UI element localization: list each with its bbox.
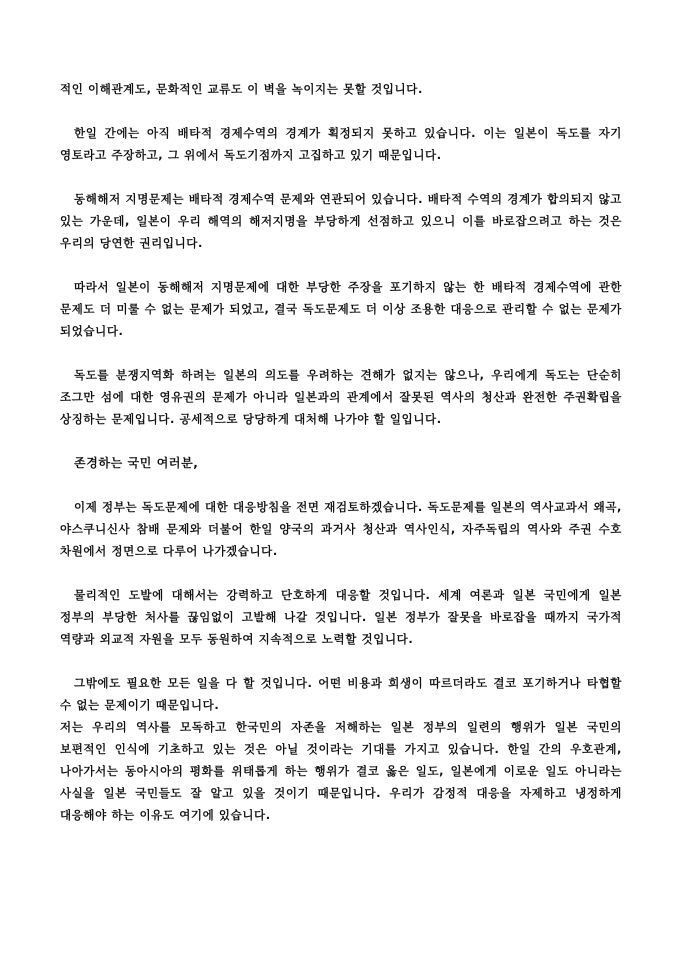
paragraph-3: 동해해저 지명문제는 배타적 경제수역 문제와 연관되어 있습니다. 배타적 수역의 경계가 합의되지 않고 있는 가운데, 일본이 우리 해역의 해저지명을 부당하게 선점하고 있으니 이를 바로잡으려고 하는 것은 우리의 당연한 권리입니다. xyxy=(60,192,622,250)
paragraph-5: 독도를 분쟁지역화 하려는 일본의 의도를 우려하는 견해가 없지는 않으나, 우리에게 독도는 단순히 조그만 섬에 대한 영유권의 문제가 아니라 일본과의 관계에서 잘못된 역사의 청산과 완전한 주권확립을 상징하는 문제입니다. 공세적으로 당당하게 대처해 나가야 할 일입니다. xyxy=(60,368,622,426)
paragraph-8: 그밖에도 필요한 모든 일을 다 할 것입니다. 어떤 비용과 희생이 따르더라도 결코 포기하거나 타협할 수 없는 문제이기 때문입니다. xyxy=(60,676,622,712)
paragraph-9: 저는 우리의 역사를 모독하고 한국민의 자존을 저해하는 일본 정부의 일련의 행위가 일본 국민의 보편적인 인식에 기초하고 있는 것은 아닐 것이라는 기대를 가지고 있습니다. 한일 간의 우호관계, 나아가서는 동아시아의 평화를 위태롭게 하는 행위가 결코 옳은 일도, 일본에게 이로운 일도 아니라는 사실을 일본 국민들도 잘 알고 있을 것이기 때문입니다. 우리가 감정적 대응을 자제하고 냉정하게 대응해야 하는 이유도 여기에 있습니다. xyxy=(60,720,622,822)
section-heading: 존경하는 국민 여러분, xyxy=(74,456,199,470)
paragraph-2: 한일 간에는 아직 배타적 경제수역의 경계가 획정되지 못하고 있습니다. 이는 일본이 독도를 자기 영토라고 주장하고, 그 위에서 독도기점까지 고집하고 있기 때문입니다. xyxy=(60,126,622,162)
document-page xyxy=(60,78,622,826)
paragraph-6: 이제 정부는 독도문제에 대한 대응방침을 전면 재검토하겠습니다. 독도문제를 일본의 역사교과서 왜곡, 야스쿠니신사 참배 문제와 더불어 한일 양국의 과거사 청산과 역사인식, 자주독립의 역사와 주권 수호 차원에서 정면으로 다루어 나가겠습니다. xyxy=(60,500,622,558)
paragraph-1: 적인 이해관계도, 문화적인 교류도 이 벽을 녹이지는 못할 것입니다. xyxy=(60,82,423,96)
paragraph-4: 따라서 일본이 동해해저 지명문제에 대한 부당한 주장을 포기하지 않는 한 배타적 경제수역에 관한 문제도 더 미룰 수 없는 문제가 되었고, 결국 독도문제도 더 이상 조용한 대응으로 관리할 수 없는 문제가 되었습니다. xyxy=(60,280,622,338)
paragraph-7: 물리적인 도발에 대해서는 강력하고 단호하게 대응할 것입니다. 세계 여론과 일본 국민에게 일본 정부의 부당한 처사를 끊임없이 고발해 나갈 것입니다. 일본 정부가 잘못을 바로잡을 때까지 국가적 역량과 외교적 자원을 모두 동원하여 지속적으로 노력할 것입니다. xyxy=(60,588,622,646)
